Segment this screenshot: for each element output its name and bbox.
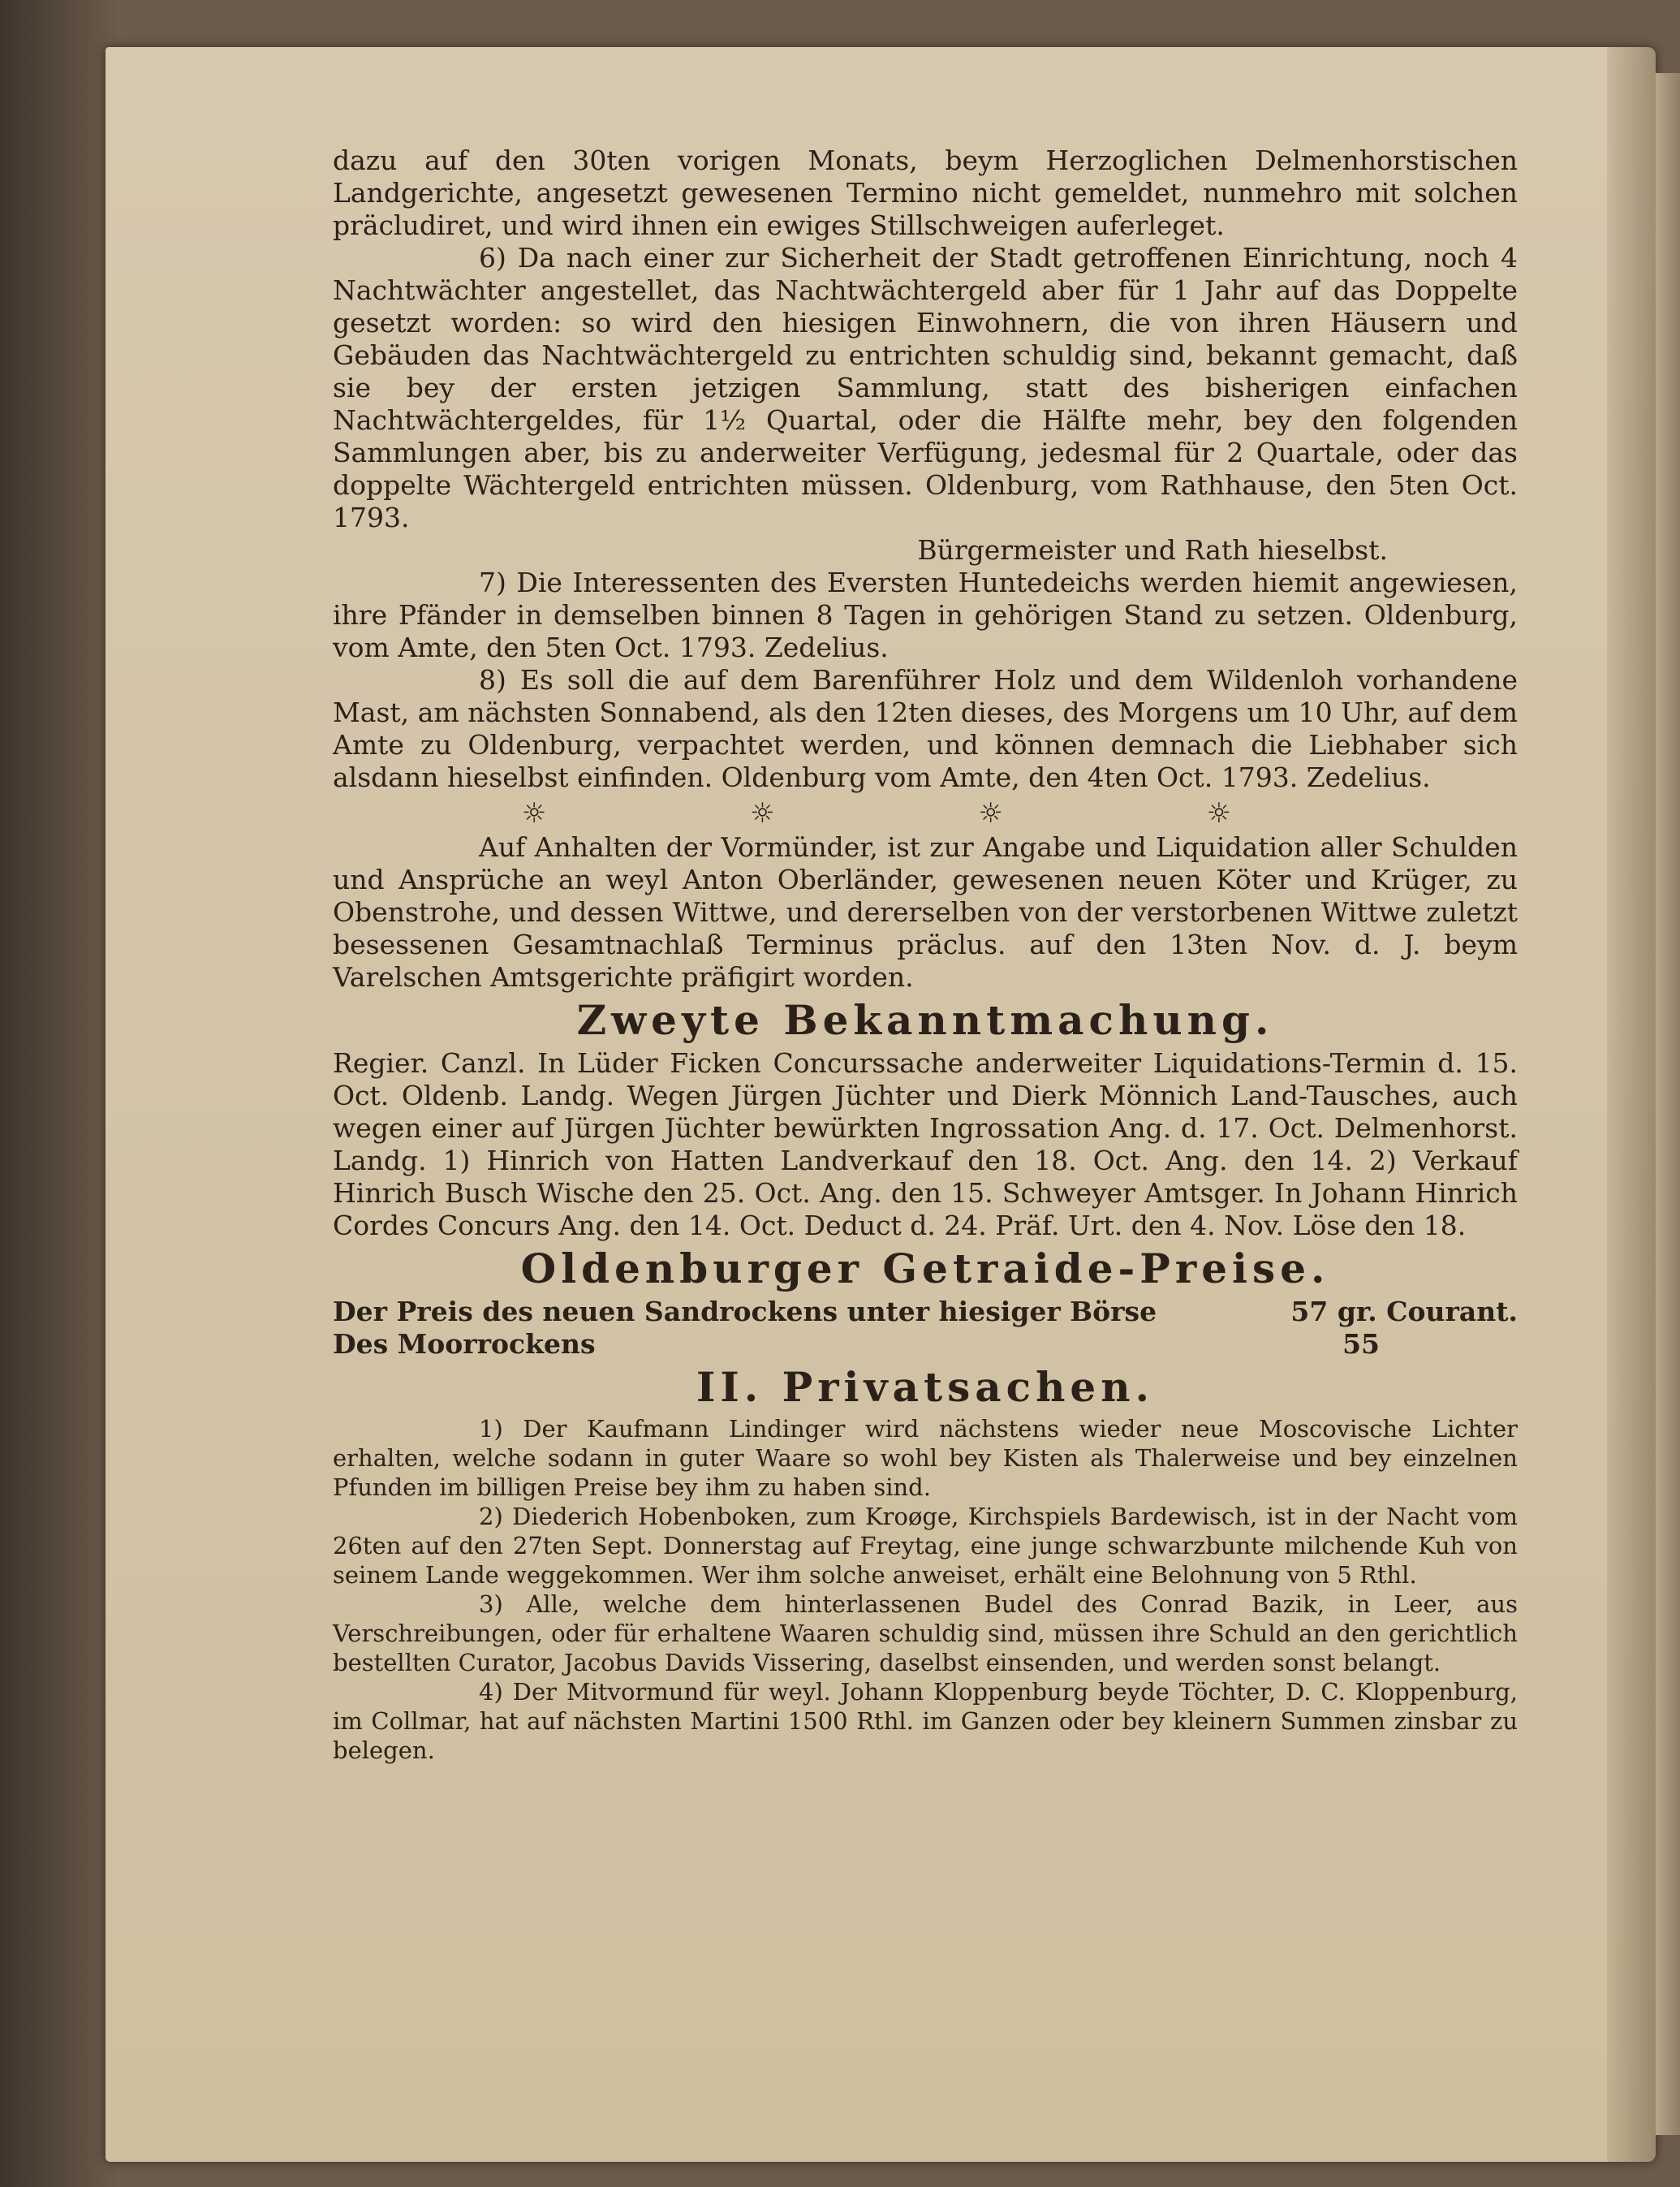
price-row: [333, 1328, 1518, 1361]
bekanntmachung-text: Regier. Canzl. In Lüder Ficken Concurssache anderweiter Liquidations-Termin d. 15. Oct. Oldenb. Landg. Wegen Jürgen Jüchter und Dierk Mönnich Land-Tausches, auch wegen einer auf Jürgen Jüchter bewürkten Ingrossation Ang. d. 17. Oct. Delmenhorst. Landg. 1) Hinrich von Hatten Landverkauf den 18. Oct. Ang. den 14. 2) Verkauf Hinrich Busch Wische den 25. Oct. Ang. den 15. Schweyer Amtsger. In Johann Hinrich Cordes Concurs Ang. den 14. Oct. Deduct d. 24. Präf. Urt. den 4. Nov. Löse den 18.: [333, 1047, 1518, 1241]
page-spine-shadow: [1607, 47, 1656, 2162]
private-notice-2: 2) Diederich Hobenboken, zum Kroøge, Kirchspiels Bardewisch, ist in der Nacht vom 26ten auf den 27ten Sept. Donnerstag auf Freytag, eine junge schwarzbunte milchende Kuh von seinem Lande weggekommen. Wer ihm solche anweiset, erhält eine Belohnung von 5 Rthl.: [333, 1503, 1518, 1589]
paragraph-6: 6) Da nach einer zur Sicherheit der Stadt getroffenen Einrichtung, noch 4 Nachtwächter angestellet, das Nachtwächtergeld aber für 1 Jahr auf das Doppelte gesetzt worden: so wird den hiesigen Einwohnern, die von ihren Häusern und Gebäuden das Nachtwächtergeld zu entrichten schuldig sind, bekannt gemacht, daß sie bey der ersten jetzigen Sammlung, statt des bisherigen einfachen Nachtwächtergeldes, für 1½ Quartal, oder die Hälfte mehr, bey den folgenden Sammlungen aber, bis zu anderweiter Verfügung, jedesmal für 2 Quartale, oder das doppelte Wächtergeld entrichten müssen. Oldenburg, vom Rathhause, den 5ten Oct. 1793.: [333, 242, 1518, 533]
page-content: [333, 145, 1518, 1765]
background: [0, 0, 122, 2187]
paragraph-oberlaender: Auf Anhalten der Vormünder, ist zur Angabe und Liquidation aller Schulden und Ansprüche an weyl Anton Oberländer, gewesenen neuen Köter und Krüger, zu Obenstrohe, und dessen Wittwe, und dererselben von der verstorbenen Wittwe zuletzt besessenen Gesamtnachlaß Terminus präclus. auf den 13ten Nov. d. J. beym Varelschen Amtsgerichte präfigirt worden.: [333, 831, 1518, 993]
price-list: [333, 1296, 1518, 1361]
heading-zweyte-bekanntmachung: Zweyte Bekanntmachung.: [576, 996, 1274, 1044]
next-page-edge: [1656, 73, 1680, 2135]
private-notice-1: 1) Der Kaufmann Lindinger wird nächstens wieder neue Moscovische Lichter erhalten, welche sodann in guter Waare so wohl bey Kisten als Thalerweise und bey einzelnen Pfunden im billigen Preise bey ihm zu haben sind.: [333, 1415, 1518, 1501]
paragraph-8: 8) Es soll die auf dem Barenführer Holz und dem Wildenloh vorhandene Mast, am nächsten Sonnabend, als den 12ten dieses, des Morgens um 10 Uhr, auf dem Amte zu Oldenburg, verpachtet werden, und können demnach die Liebhaber sich alsdann hieselbst einfinden. Oldenburg vom Amte, den 4ten Oct. 1793. Zedelius.: [333, 664, 1518, 793]
heading-getraide-preise: Oldenburger Getraide-Preise.: [520, 1244, 1330, 1292]
private-notice-3: 3) Alle, welche dem hinterlassenen Budel des Conrad Bazik, in Leer, aus Verschreibungen, oder für erhaltene Waaren schuldig sind, müssen ihre Schuld an den gerichtlich bestellten Curator, Jacobus Davids Vissering, daselbst einsenden, und werden sonst belangt.: [333, 1590, 1518, 1676]
price-row: [333, 1296, 1518, 1328]
price-label: Des Moorrockens: [333, 1328, 596, 1360]
private-notice-4: 4) Der Mitvormund für weyl. Johann Kloppenburg beyde Töchter, D. C. Kloppenburg, im Collmar, hat auf nächsten Martini 1500 Rthl. im Ganzen oder bey kleinern Summen zinsbar zu belegen.: [333, 1678, 1518, 1764]
signature-rath: Bürgermeister und Rath hieselbst.: [917, 534, 1388, 566]
heading-privatsachen: II. Privatsachen.: [696, 1363, 1154, 1411]
price-label: Der Preis des neuen Sandrockens unter hiesiger Börse: [333, 1296, 1157, 1327]
paragraph-7: 7) Die Interessenten des Eversten Huntedeichs werden hiemit angewiesen, ihre Pfänder in demselben binnen 8 Tagen in gehörigen Stand zu setzen. Oldenburg, vom Amte, den 5ten Oct. 1793. Zedelius.: [333, 567, 1518, 663]
sun-ornaments: ☼ ☼ ☼ ☼: [521, 797, 1329, 830]
paragraph-continuation: dazu auf den 30ten vorigen Monats, beym Herzoglichen Delmenhorstischen Landgerichte, angesetzt gewesenen Termino nicht gemeldet, nunmehro mit solchen präcludiret, und wird ihnen ein ewiges Stillschweigen auferleget.: [333, 145, 1518, 241]
price-value: 57 gr. Courant.: [1290, 1296, 1518, 1327]
price-value: 55: [1342, 1328, 1380, 1360]
